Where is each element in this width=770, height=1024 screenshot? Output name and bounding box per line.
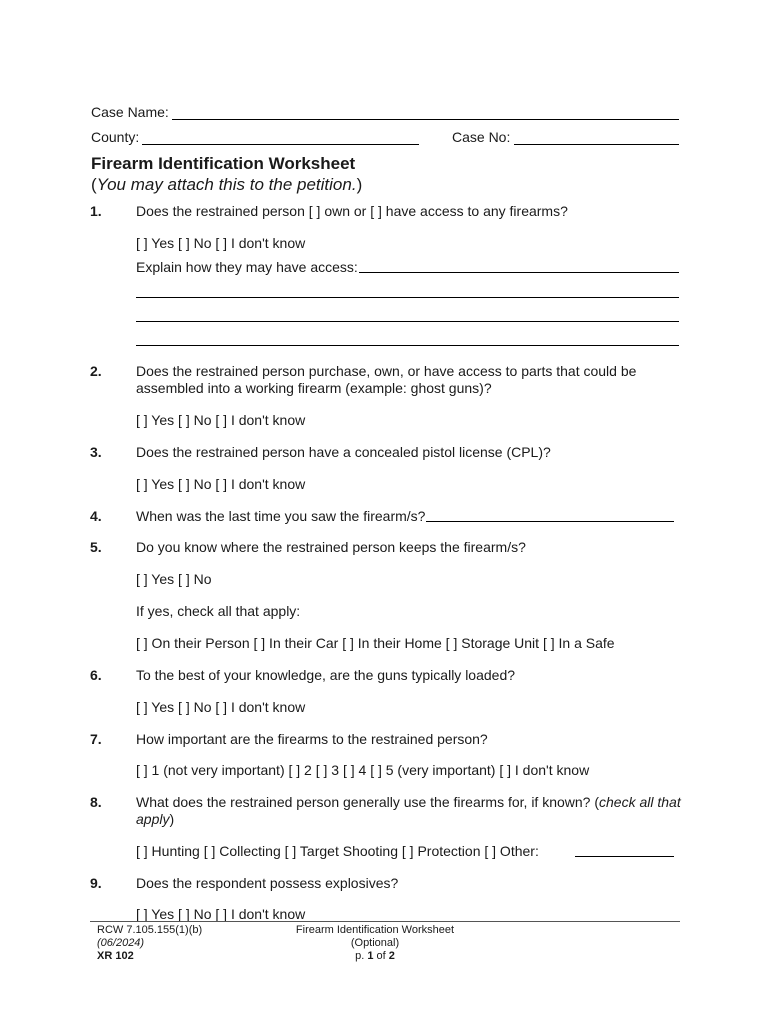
footer-rcw: RCW 7.105.155(1)(b) (97, 924, 203, 936)
case-name-field[interactable] (172, 119, 679, 120)
case-name-label: Case Name: (91, 104, 169, 120)
question-7-options[interactable]: [ ] 1 (not very important) [ ] 2 [ ] 3 [ ] 4 [ ] 5 (very important) [ ] I don't know (136, 762, 590, 778)
question-3-options[interactable]: [ ] Yes [ ] No [ ] I don't know (136, 476, 306, 492)
question-1-explain-label: Explain how they may have access: (136, 259, 358, 275)
question-4-text: When was the last time you saw the firearm/s? (136, 508, 426, 524)
footer-form-id: XR 102 (97, 950, 134, 962)
question-9-text: Does the respondent possess explosives? (136, 875, 399, 891)
question-5-locations[interactable]: [ ] On their Person [ ] In their Car [ ] In their Home [ ] Storage Unit [ ] In a Safe (136, 635, 615, 651)
question-6-options[interactable]: [ ] Yes [ ] No [ ] I don't know (136, 699, 306, 715)
footer-title: Firearm Identification Worksheet (295, 924, 455, 936)
case-no-label: Case No: (452, 129, 511, 145)
question-1-explain-line[interactable] (136, 321, 679, 322)
question-8-number: 8. (90, 794, 102, 810)
question-5-options[interactable]: [ ] Yes [ ] No (136, 571, 212, 587)
question-1-options[interactable]: [ ] Yes [ ] No [ ] I don't know (136, 235, 306, 251)
footer-divider (90, 921, 680, 922)
question-3-number: 3. (90, 444, 102, 460)
question-1-text: Does the restrained person [ ] own or [ ] have access to any firearms? (136, 203, 568, 219)
question-8-other-line[interactable] (575, 856, 674, 857)
question-1-number: 1. (90, 203, 102, 219)
question-8-options[interactable]: [ ] Hunting [ ] Collecting [ ] Target Shooting [ ] Protection [ ] Other: (136, 843, 539, 859)
question-2-number: 2. (90, 363, 102, 379)
county-label: County: (91, 129, 140, 145)
question-6-text: To the best of your knowledge, are the guns typically loaded? (136, 667, 516, 683)
question-2-options[interactable]: [ ] Yes [ ] No [ ] I don't know (136, 412, 306, 428)
question-3-text: Does the restrained person have a concealed pistol license (CPL)? (136, 444, 551, 460)
question-2-text-line-1: Does the restrained person purchase, own, or have access to parts that could be (136, 363, 637, 379)
question-8-text-line-1: What does the restrained person generally use the firearms for, if known? (check all that (136, 794, 681, 810)
question-9-number: 9. (90, 875, 102, 891)
question-7-number: 7. (90, 731, 102, 747)
question-9-options[interactable]: [ ] Yes [ ] No [ ] I don't know (136, 906, 306, 922)
question-5-if-yes-label: If yes, check all that apply: (136, 603, 301, 619)
question-2-text-line-2: assembled into a working firearm (example: ghost guns)? (136, 380, 492, 396)
county-field[interactable] (142, 144, 419, 145)
footer-optional: (Optional) (350, 937, 400, 949)
page-title: Firearm Identification Worksheet (91, 154, 356, 173)
footer-page-number: p. 1 of 2 (355, 950, 395, 962)
question-5-number: 5. (90, 539, 102, 555)
footer-date: (06/2024) (97, 937, 145, 949)
question-4-answer-line[interactable] (426, 521, 674, 522)
question-5-text: Do you know where the restrained person keeps the firearm/s? (136, 539, 526, 555)
page-subtitle: (You may attach this to the petition.) (91, 175, 363, 194)
question-1-explain-line[interactable] (136, 345, 679, 346)
question-1-explain-line[interactable] (359, 272, 679, 273)
question-1-explain-line[interactable] (136, 297, 679, 298)
question-4-number: 4. (90, 508, 102, 524)
question-6-number: 6. (90, 667, 102, 683)
case-no-field[interactable] (514, 144, 679, 145)
question-8-text-line-2: apply) (136, 811, 175, 827)
question-7-text: How important are the firearms to the restrained person? (136, 731, 488, 747)
